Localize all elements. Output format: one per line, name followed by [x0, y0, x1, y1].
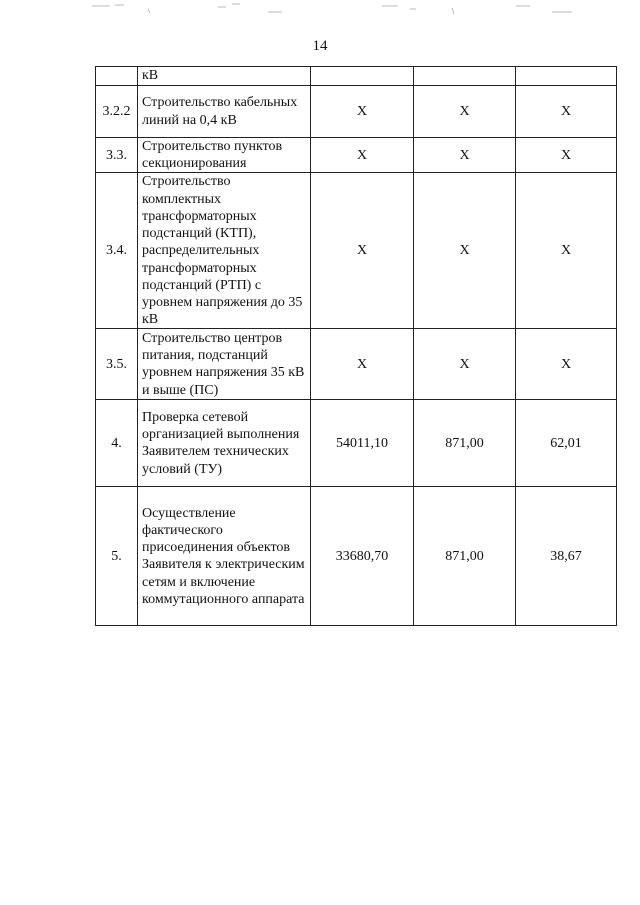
row-number: 5. [96, 487, 138, 626]
row-description: Строительство пунктов секционирования [138, 138, 311, 173]
row-description: Строительство центров питания, подстанций уровнем напряжения 35 кВ и выше (ПС) [138, 329, 311, 400]
table-row [96, 67, 617, 86]
table-row [96, 138, 617, 173]
table-row [96, 400, 617, 487]
row-number: 3.5. [96, 329, 138, 400]
value-cell-3: Х [516, 329, 617, 400]
row-description: Проверка сетевой организацией выполнения Заявителем технических условий (ТУ) [138, 400, 311, 487]
row-number [96, 67, 138, 86]
table-row [96, 86, 617, 138]
row-number: 3.2.2 [96, 86, 138, 138]
table-row [96, 487, 617, 626]
value-cell-1: Х [311, 329, 414, 400]
value-cell-3 [516, 67, 617, 86]
value-cell-1: Х [311, 86, 414, 138]
row-number: 4. [96, 400, 138, 487]
row-number: 3.4. [96, 173, 138, 329]
row-description: Строительство комплектных трансформаторных подстанций (КТП), распределительных трансформаторных подстанций (РТП) с уровнем напряжения до 35 кВ [138, 173, 311, 329]
value-cell-2: Х [414, 173, 516, 329]
value-cell-1 [311, 67, 414, 86]
value-cell-1: 54011,10 [311, 400, 414, 487]
table-row [96, 329, 617, 400]
value-cell-3: Х [516, 173, 617, 329]
value-cell-3: 38,67 [516, 487, 617, 626]
tariff-table [95, 66, 617, 626]
scan-artifacts [0, 0, 640, 22]
page-number: 14 [312, 38, 328, 54]
value-cell-2 [414, 67, 516, 86]
value-cell-1: Х [311, 138, 414, 173]
row-number: 3.3. [96, 138, 138, 173]
value-cell-2: Х [414, 329, 516, 400]
row-description: Строительство кабельных линий на 0,4 кВ [138, 86, 311, 138]
value-cell-3: Х [516, 86, 617, 138]
value-cell-2: Х [414, 138, 516, 173]
value-cell-2: Х [414, 86, 516, 138]
table-row [96, 173, 617, 329]
value-cell-3: 62,01 [516, 400, 617, 487]
value-cell-2: 871,00 [414, 487, 516, 626]
value-cell-2: 871,00 [414, 400, 516, 487]
row-description: кВ [138, 67, 311, 86]
value-cell-1: 33680,70 [311, 487, 414, 626]
value-cell-1: Х [311, 173, 414, 329]
value-cell-3: Х [516, 138, 617, 173]
row-description: Осуществление фактического присоединения объектов Заявителя к электрическим сетям и включение коммутационного аппарата [138, 487, 311, 626]
